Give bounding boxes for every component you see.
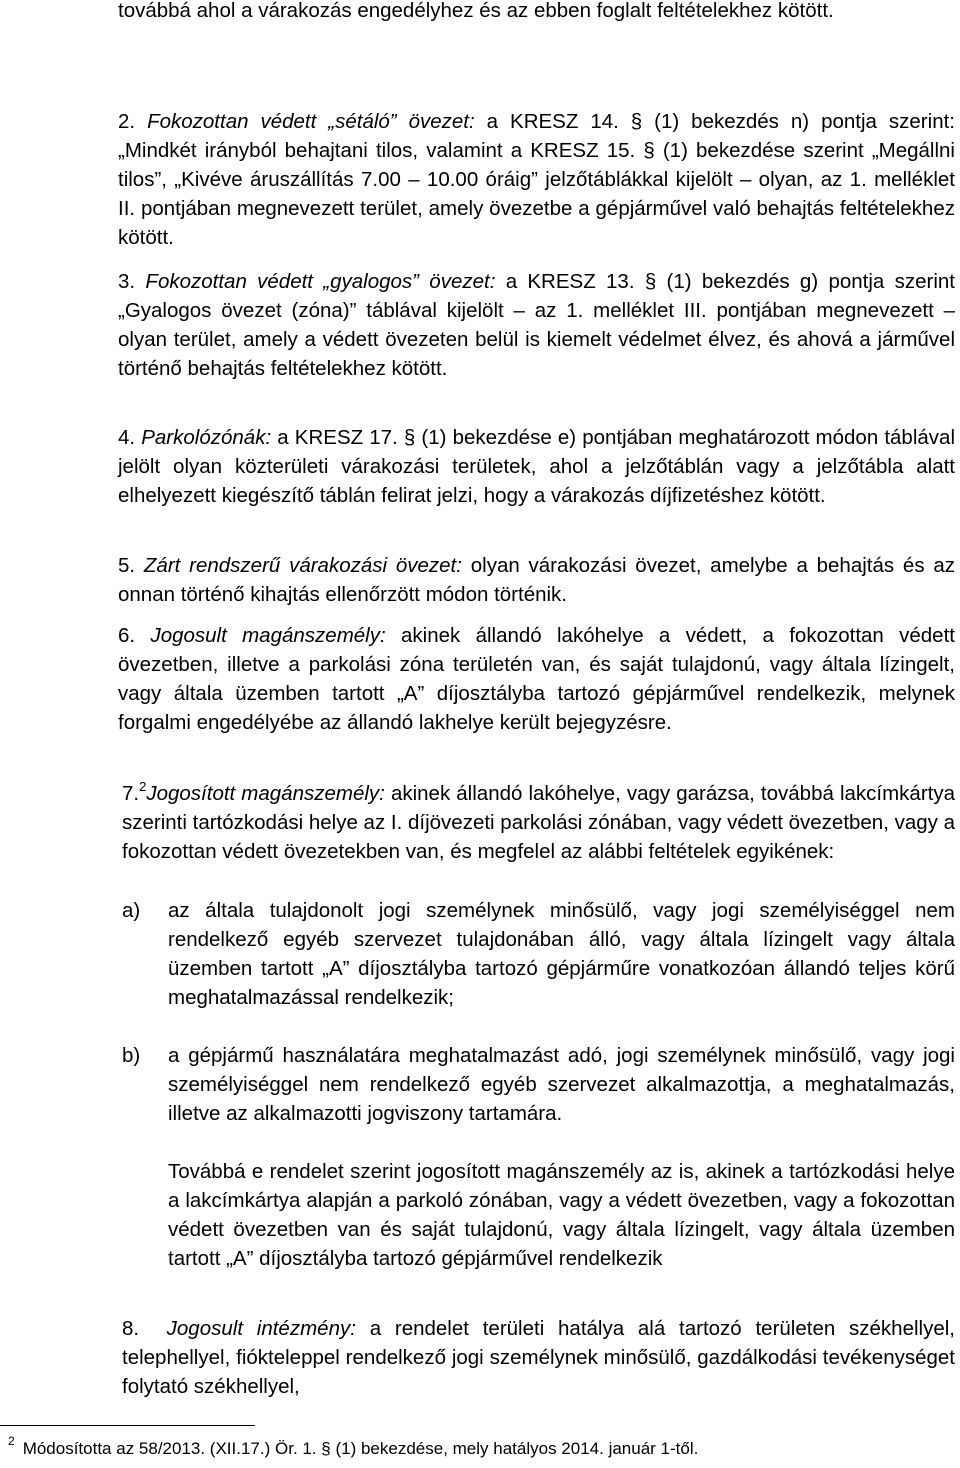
definition-text: a KRESZ 17. § (1) bekezdése e) pontjában meghatározott módon táblával jelölt olyan közterületi várakozási területek, ahol a jelzőtáblán vagy a jelzőtábla alatt elhelyezett kiegészítő táblán felirat jelzi, hogy a várakozás díjfizetéshez kötött. xyxy=(118,426,955,507)
additional-paragraph xyxy=(122,1157,955,1273)
definition-number: 8. xyxy=(122,1317,140,1340)
footnote-text: Módosította az 58/2013. (XII.17.) Ör. 1. § (1) bekezdése, mely hatályos 2014. január 1-től. xyxy=(22,1439,699,1458)
paragraph-text: továbbá ahol a várakozás engedélyhez és az ebben foglalt feltételekhez kötött. xyxy=(118,0,834,22)
definition-text: a KRESZ 14. § (1) bekezdés n) pontja szerint: „Mindkét irányból behajtani tilos, valamint a KRESZ 15. § (1) bekezdése szerint „Megállni tilos”, „Kivéve áruszállítás 7.00 – 10.00 óráig” jelzőtáblákkal kijelölt – olyan, az 1. melléklet II. pontjában megnevezett terület, amely övezetbe a gépjárművel való behajtás feltételekhez kötött. xyxy=(118,110,955,249)
list-item-text: az általa tulajdonolt jogi személynek minősülő, vagy jogi személyiséggel nem rendelkező egyéb szervezet tulajdonában álló, vagy általa lízingelt vagy általa üzemben tartott „A” díjosztályba tartozó gépjárműre vonatkozóan állandó teljes körű meghatalmazással rendelkezik; xyxy=(168,899,955,1009)
definition-text: olyan várakozási övezet, amelybe a behajtás és az onnan történő kihajtás ellenőrzött módon történik. xyxy=(118,554,955,606)
definition-number: 6. xyxy=(118,624,136,647)
definition-number: 4. xyxy=(118,426,136,449)
definition-3 xyxy=(118,267,955,383)
definition-term: Zárt rendszerű várakozási övezet: xyxy=(143,554,462,577)
list-item-text: a gépjármű használatára meghatalmazást adó, jogi személynek minősülő, vagy jogi személyiséggel nem rendelkező egyéb szervezet alkalmazottja, a meghatalmazás, illetve az alkalmazotti jogviszony tartamára. xyxy=(168,1044,955,1125)
definition-term: Jogosított magánszemély: xyxy=(146,782,385,805)
list-marker: b) xyxy=(122,1044,141,1067)
definition-5 xyxy=(118,551,955,609)
definition-2 xyxy=(118,107,955,252)
definition-number: 7. xyxy=(122,782,140,805)
definition-text: a KRESZ 13. § (1) bekezdés g) pontja szerint „Gyalogos övezet (zóna)” táblával kijelölt – az 1. melléklet III. pontjában megnevezett – olyan terület, amely a védett övezeten belül is kiemelt védelmet élvez, és ahová a járművel történő behajtás feltételekhez kötött. xyxy=(118,270,955,380)
paragraph-text: Továbbá e rendelet szerint jogosított magánszemély az is, akinek a tartózkodási helye a lakcímkártya alapján a parkoló zónában, vagy a védett övezetben, vagy a fokozottan védett övezetben van és saját tulajdonú, vagy általa lízingelt, vagy általa üzemben tartott „A” díjosztályba tartozó gépjárművel rendelkezik xyxy=(168,1160,955,1270)
definition-term: Jogosult intézmény: xyxy=(166,1317,356,1340)
definition-term: Parkolózónák: xyxy=(141,426,272,449)
definition-term: Jogosult magánszemély: xyxy=(150,624,386,647)
definition-8 xyxy=(122,1314,955,1401)
definition-6 xyxy=(118,621,955,737)
footnote-divider xyxy=(0,1425,255,1426)
footnote xyxy=(8,1434,699,1461)
definition-text: a rendelet területi hatálya alá tartozó területen székhellyel, telephellyel, fiókteleppel rendelkező jogi személynek minősülő, gazdálkodási tevékenységet folytató székhellyel, xyxy=(122,1317,955,1398)
definition-number: 5. xyxy=(118,554,136,577)
footnote-number: 2 xyxy=(8,1434,15,1448)
footnote-reference[interactable]: 2 xyxy=(139,779,147,794)
paragraph-continuation xyxy=(118,0,955,25)
definition-7 xyxy=(122,779,955,866)
list-item-a xyxy=(122,896,955,1012)
definition-term: Fokozottan védett „gyalogos” övezet: xyxy=(145,270,496,293)
list-item-b xyxy=(122,1041,955,1128)
definition-text: akinek állandó lakóhelye a védett, a fokozottan védett övezetben, illetve a parkolási zóna területén van, és saját tulajdonú, vagy általa lízingelt, vagy általa üzemben tartott „A” díjosztályba tartozó gépjárművel rendelkezik, melynek forgalmi engedélyébe az állandó lakhelye került bejegyzésre. xyxy=(118,624,955,734)
definition-4 xyxy=(118,423,955,510)
list-marker: a) xyxy=(122,899,141,922)
definition-number: 2. xyxy=(118,110,136,133)
definition-number: 3. xyxy=(118,270,136,293)
definition-term: Fokozottan védett „sétáló” övezet: xyxy=(147,110,475,133)
definition-text: akinek állandó lakóhelye, vagy garázsa, továbbá lakcímkártya szerinti tartózkodási helye az I. díjövezeti parkolási zónában, vagy védett övezetben, vagy a fokozottan védett övezetekben van, és megfelel az alábbi feltételek egyikének: xyxy=(122,782,956,863)
